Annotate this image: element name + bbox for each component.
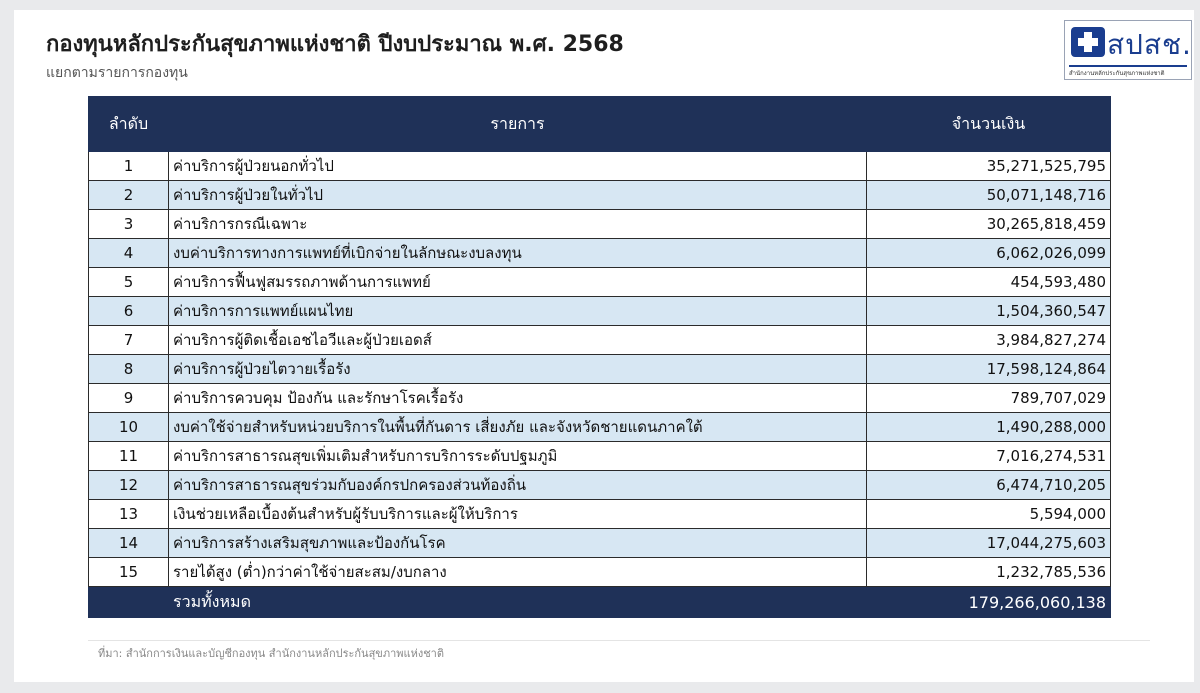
row-item: ค่าบริการผู้ป่วยในทั่วไป [169, 181, 867, 210]
report-page [14, 10, 1194, 682]
row-amount: 3,984,827,274 [867, 326, 1111, 355]
row-amount: 17,598,124,864 [867, 355, 1111, 384]
row-amount: 1,232,785,536 [867, 558, 1111, 587]
row-item: ค่าบริการผู้ติดเชื้อเอชไอวีและผู้ป่วยเอดส์ [169, 326, 867, 355]
nhso-logo [1064, 20, 1192, 80]
table-row [89, 297, 1111, 326]
header-amount: จำนวนเงิน [867, 97, 1111, 152]
page-subtitle: แยกตามรายการกองทุน [46, 65, 188, 81]
row-number: 11 [89, 442, 169, 471]
table-row [89, 355, 1111, 384]
row-amount: 7,016,274,531 [867, 442, 1111, 471]
total-amount: 179,266,060,138 [867, 587, 1111, 618]
row-number: 1 [89, 152, 169, 181]
fund-table [88, 96, 1111, 618]
row-amount: 1,504,360,547 [867, 297, 1111, 326]
row-number: 5 [89, 268, 169, 297]
table-row [89, 268, 1111, 297]
total-row [89, 587, 1111, 618]
row-amount: 17,044,275,603 [867, 529, 1111, 558]
row-number: 2 [89, 181, 169, 210]
page-title: กองทุนหลักประกันสุขภาพแห่งชาติ ปีงบประมาณ พ.ศ. 2568 [46, 32, 624, 57]
source-divider [88, 640, 1150, 641]
table-row [89, 384, 1111, 413]
row-amount: 6,062,026,099 [867, 239, 1111, 268]
row-number: 9 [89, 384, 169, 413]
table-row [89, 529, 1111, 558]
header-no: ลำดับ [89, 97, 169, 152]
row-number: 10 [89, 413, 169, 442]
row-item: ค่าบริการผู้ป่วยนอกทั่วไป [169, 152, 867, 181]
row-item: ค่าบริการสาธารณสุขร่วมกับองค์กรปกครองส่วนท้องถิ่น [169, 471, 867, 500]
row-number: 4 [89, 239, 169, 268]
table-row [89, 558, 1111, 587]
table-row [89, 442, 1111, 471]
table-row [89, 181, 1111, 210]
row-number: 14 [89, 529, 169, 558]
row-number: 3 [89, 210, 169, 239]
table-row [89, 326, 1111, 355]
row-number: 15 [89, 558, 169, 587]
table-body [89, 152, 1111, 618]
medical-cross-icon [1071, 27, 1105, 57]
row-amount: 789,707,029 [867, 384, 1111, 413]
logo-text: สปสช. [1107, 28, 1192, 61]
row-number: 13 [89, 500, 169, 529]
table-row [89, 413, 1111, 442]
row-number: 12 [89, 471, 169, 500]
row-item: รายได้สูง (ต่ำ)กว่าค่าใช้จ่ายสะสม/งบกลาง [169, 558, 867, 587]
table-row [89, 500, 1111, 529]
row-amount: 6,474,710,205 [867, 471, 1111, 500]
logo-subtext: สำนักงานหลักประกันสุขภาพแห่งชาติ [1069, 70, 1165, 77]
row-amount: 30,265,818,459 [867, 210, 1111, 239]
row-item: ค่าบริการกรณีเฉพาะ [169, 210, 867, 239]
table-row [89, 152, 1111, 181]
row-item: ค่าบริการสาธารณสุขเพิ่มเติมสำหรับการบริการระดับปฐมภูมิ [169, 442, 867, 471]
table-header-row [89, 97, 1111, 152]
row-amount: 5,594,000 [867, 500, 1111, 529]
row-item: ค่าบริการควบคุม ป้องกัน และรักษาโรคเรื้อรัง [169, 384, 867, 413]
row-item: ค่าบริการฟื้นฟูสมรรถภาพด้านการแพทย์ [169, 268, 867, 297]
row-amount: 35,271,525,795 [867, 152, 1111, 181]
table-row [89, 239, 1111, 268]
row-item: เงินช่วยเหลือเบื้องต้นสำหรับผู้รับบริการและผู้ให้บริการ [169, 500, 867, 529]
row-item: งบค่าใช้จ่ายสำหรับหน่วยบริการในพื้นที่กันดาร เสี่ยงภัย และจังหวัดชายแดนภาคใต้ [169, 413, 867, 442]
row-item: ค่าบริการการแพทย์แผนไทย [169, 297, 867, 326]
total-label: รวมทั้งหมด [169, 587, 867, 618]
row-number: 7 [89, 326, 169, 355]
header-item: รายการ [169, 97, 867, 152]
row-number: 6 [89, 297, 169, 326]
source-note: ที่มา: สำนักการเงินและบัญชีกองทุน สำนักงานหลักประกันสุขภาพแห่งชาติ [98, 647, 444, 660]
table-row [89, 471, 1111, 500]
total-blank-cell [89, 587, 169, 618]
row-amount: 50,071,148,716 [867, 181, 1111, 210]
row-item: งบค่าบริการทางการแพทย์ที่เบิกจ่ายในลักษณะงบลงทุน [169, 239, 867, 268]
row-item: ค่าบริการสร้างเสริมสุขภาพและป้องกันโรค [169, 529, 867, 558]
row-amount: 454,593,480 [867, 268, 1111, 297]
row-amount: 1,490,288,000 [867, 413, 1111, 442]
row-number: 8 [89, 355, 169, 384]
logo-divider [1069, 65, 1187, 67]
table-row [89, 210, 1111, 239]
row-item: ค่าบริการผู้ป่วยไตวายเรื้อรัง [169, 355, 867, 384]
